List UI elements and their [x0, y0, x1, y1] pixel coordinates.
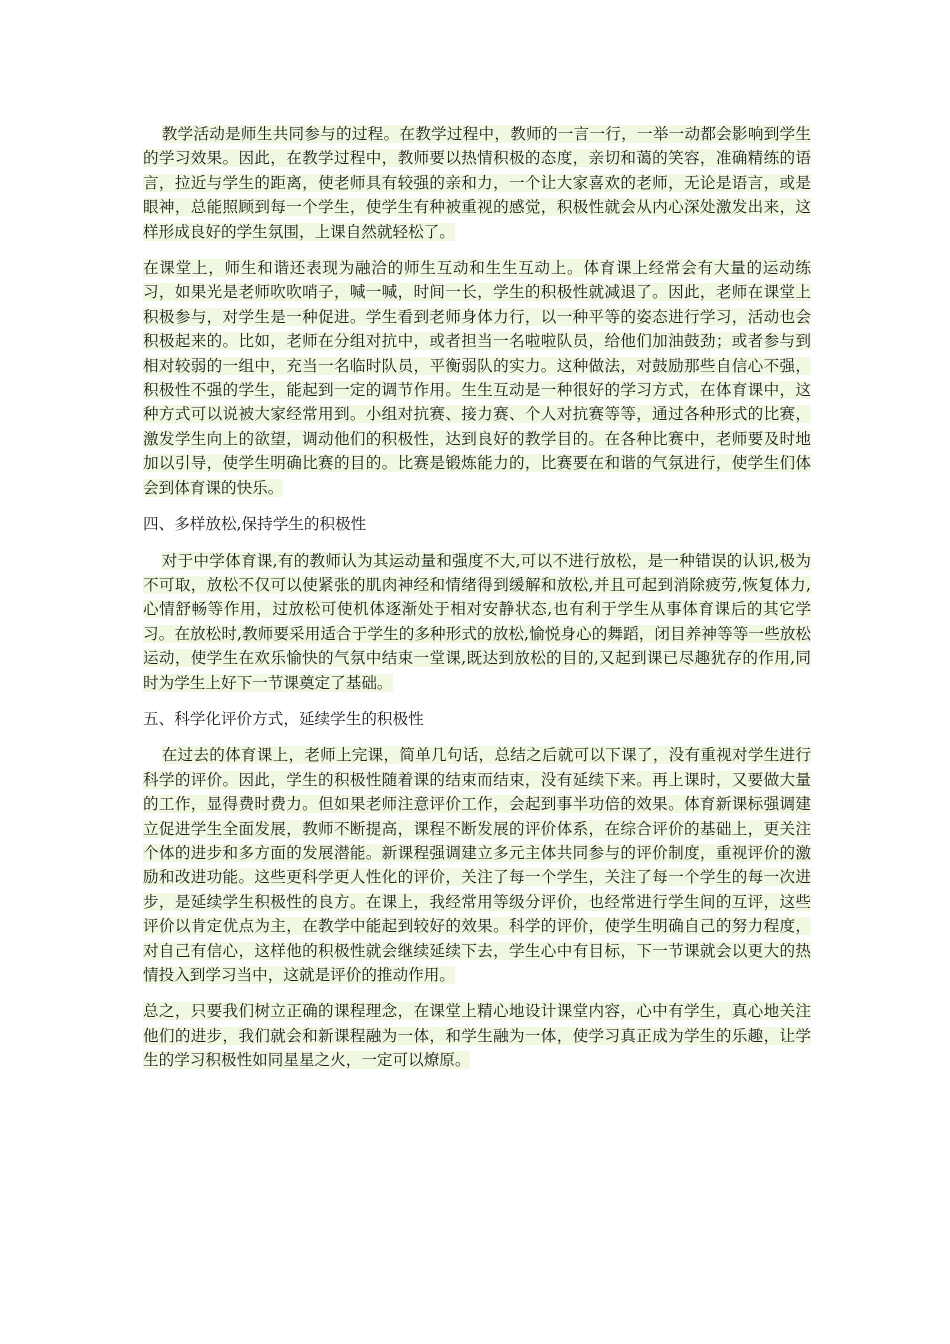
paragraph-text: 在课堂上，师生和谐还表现为融洽的师生互动和生生互动上。体育课上经常会有大量的运动练习，如果光是老师吹吹哨子，喊一喊，时间一长，学生的积极性就减退了。因此，老师在课堂上积极参与，对学生是一种促进。学生看到老师身体力行，以一种平等的姿态进行学习，活动也会积极起来的。比如，老师在分组对抗中，或者担当一名啦啦队员，给他们加油鼓劲；或者参与到相对较弱的一组中，充当一名临时队员，平衡弱队的实力。这种做法，对鼓励那些自信心不强，积极性不强的学生，能起到一定的调节作用。生生互动是一种很好的学习方式，在体育课中，这种方式可以说被大家经常用到。小组对抗赛、接力赛、个人对抗赛等等，通过各种形式的比赛，激发学生向上的欲望，调动他们的积极性，达到良好的教学目的。在各种比赛中，老师要及时地加以引导，使学生明确比赛的目的。比赛是锻炼能力的，比赛要在和谐的气氛进行，使学生们体会到体育课的快乐。: [143, 259, 811, 497]
paragraph-teacher-attitude: [143, 122, 811, 244]
section-heading-evaluation: [143, 707, 811, 731]
paragraph-interaction: [143, 256, 811, 500]
paragraph-conclusion: [143, 999, 811, 1072]
paragraph-text: 教学活动是师生共同参与的过程。在教学过程中，教师的一言一行，一举一动都会影响到学生的学习效果。因此，在教学过程中，教师要以热情积极的态度，亲切和蔼的笑容，准确精练的语言，拉近与学生的距离，使老师具有较强的亲和力，一个让大家喜欢的老师，无论是语言，或是眼神，总能照顾到每一个学生，使学生有种被重视的感觉，积极性就会从内心深处激发出来，这样形成良好的学生氛围，上课自然就轻松了。: [143, 125, 811, 241]
paragraph-evaluation: [143, 743, 811, 987]
heading-text: 五、科学化评价方式，延续学生的积极性: [143, 709, 424, 728]
paragraph-text: 总之，只要我们树立正确的课程理念，在课堂上精心地设计课堂内容，心中有学生，真心地关注他们的进步，我们就会和新课程融为一体，和学生融为一体，使学习真正成为学生的乐趣，让学生的学习积极性如同星星之火，一定可以燎原。: [143, 1002, 811, 1070]
heading-text: 四、多样放松,保持学生的积极性: [143, 515, 367, 534]
document-page: [143, 122, 811, 1085]
paragraph-text: 对于中学体育课,有的教师认为其运动量和强度不大,可以不进行放松，是一种错误的认识,极为不可取，放松不仅可以使紧张的肌肉神经和情绪得到缓解和放松,并且可起到消除疲劳,恢复体力,心情舒畅等作用，过放松可使机体逐渐处于相对安静状态,也有利于学生从事体育课后的其它学习。在放松时,教师要采用适合于学生的多种形式的放松,愉悦身心的舞蹈，闭目养神等等一些放松运动，使学生在欢乐愉快的气氛中结束一堂课,既达到放松的目的,又起到课已尽趣犹存的作用,同时为学生上好下一节课奠定了基础。: [143, 551, 811, 692]
paragraph-text: 在过去的体育课上，老师上完课，简单几句话，总结之后就可以下课了，没有重视对学生进行科学的评价。因此，学生的积极性随着课的结束而结束，没有延续下来。再上课时，又要做大量的工作，显得费时费力。但如果老师注意评价工作，会起到事半功倍的效果。体育新课标强调建立促进学生全面发展，教师不断提高，课程不断发展的评价体系，在综合评价的基础上，更关注个体的进步和多方面的发展潜能。新课程强调建立多元主体共同参与的评价制度，重视评价的激励和改进功能。这些更科学更人性化的评价，关注了每一个学生，关注了每一个学生的每一次进步，是延续学生积极性的良方。在课上，我经常用等级分评价，也经常进行学生间的互评，这些评价以肯定优点为主，在教学中能起到较好的效果。科学的评价，使学生明确自己的努力程度，对自己有信心，这样他的积极性就会继续延续下去，学生心中有目标，下一节课就会以更大的热情投入到学习当中，这就是评价的推动作用。: [143, 746, 811, 984]
paragraph-relaxation: [143, 549, 811, 695]
section-heading-relaxation: [143, 512, 811, 536]
